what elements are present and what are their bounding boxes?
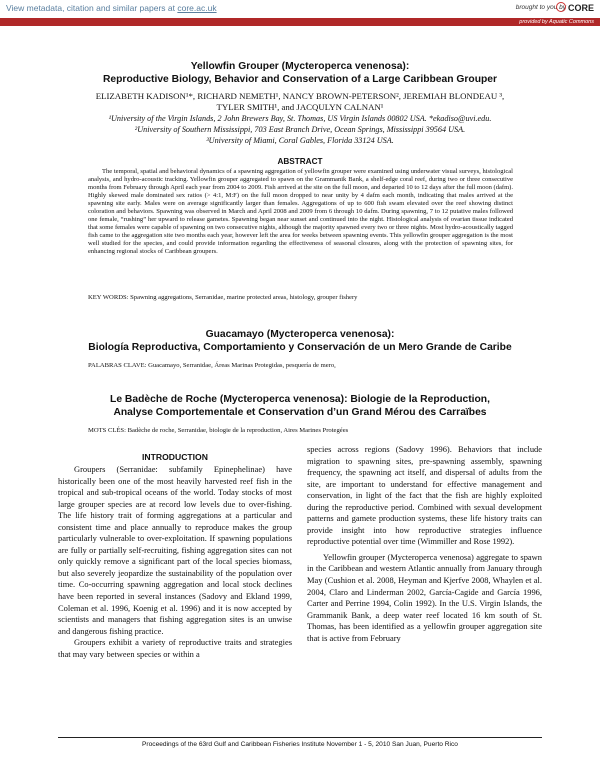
spanish-title-line1: Guacamayo (Mycteroperca venenosa): bbox=[205, 329, 395, 340]
french-keywords: MOTS CLÉS: Badèche de roche, Serranidae, biologie de la reproduction, Aires Marines Protegées bbox=[88, 427, 349, 434]
introduction-left-column bbox=[58, 464, 292, 660]
french-title-line2: Analyse Comportementale et Conservation d’un Grand Mérou des Carraïbes bbox=[113, 407, 487, 418]
core-domain-link[interactable]: core.ac.uk bbox=[177, 3, 217, 13]
french-title-line1: Le Badèche de Roche (Mycteroperca venenosa): Biologie de la Reproduction, bbox=[110, 394, 490, 405]
footer-rule bbox=[58, 737, 542, 738]
intro-paragraph-4: Yellowfin grouper (Mycteroperca venenosa) aggregate to spawn in the Caribbean and western Atlantic annually from January through May (Cushion et al. 2008, Heyman and Kjerfve 2008, Whaylen et al. 2004, Claro and Linderman 2002, García-Cagide and García 1996, Carter and Perrine 1994, Colin 1992). In the U.S. Virgin Islands, the Grammanik Bank, a deep water reef located 16 km south of St. Thomas, has been identified as a yellowfin grouper aggregation site that is active from February bbox=[307, 551, 542, 643]
abstract-text: The temporal, spatial and behavioral dynamics of a spawning aggregation of yellowfin grouper were examined using underwater visual surveys, histological analysis, and hydro-acoustic tracking. Yellowfin grouper aggregated to spawn on the Grammanik Bank, a shelf-edge coral reef, during two or three consecutive months from February through April each year from 2004 to 2009. Fish arrived at the site on the full moon, and departed 10 to 12 days after the full moon (dafm). Highly skewed male dominated sex ratios (> 4:1, M:F) on the full moon dropped to near unity by 4 dafm each month, indicating that males arrived at the spawning site early. Males were on average significantly larger than females. Aggregations of up to 600 fish swam elevated over the reef showing distinct coloration and behaviors. Spawning was observed in March and April 2008 and 2009 from 6 through 10 dafm. During spawning, 7 to 12 putative males followed one female, “rushing” her upward to release gametes. Spawning began near sunset and continued into the night. Histological analysis of ovarian tissue indicated that some females were capable of spawning on two consecutive nights, although the majority spawned every two or three nights. Most hydro-acoustically tagged fish came to the aggregation site two months each year, however left the area for weeks between spawning events. This yellowfin grouper aggregation is the most well studied for the species, and could provide information regarding the effectiveness of seasonal closures, along with the protection of spawning sites, for enhancing regional stocks of Caribbean groupers. bbox=[88, 168, 513, 255]
authors-line1: ELIZABETH KADISON¹*, RICHARD NEMETH¹, NANCY BROWN-PETERSON², JEREMIAH BLONDEAU ³, bbox=[95, 91, 505, 101]
affiliation-1: ¹University of the Virgin Islands, 2 John Brewers Bay, St. Thomas, US Virgin Islands 00802 USA. *ekadiso@uvi.edu. bbox=[108, 114, 492, 123]
spanish-keywords: PALABRAS CLAVE: Guacamayo, Serranidae, Áreas Marinas Protegidas, pesquería de mero, bbox=[88, 362, 336, 369]
core-banner bbox=[0, 0, 600, 26]
authors-line2: TYLER SMITH¹, and JACQULYN CALNAN¹ bbox=[216, 102, 384, 112]
abstract-heading: ABSTRACT bbox=[277, 157, 323, 166]
affiliation-3: ³University of Miami, Coral Gables, Florida 33124 USA. bbox=[206, 136, 394, 145]
intro-paragraph-1: Groupers (Serranidae: subfamily Epinephelinae) have historically been one of the most heavily harvested reef fish in the tropical and sub-tropical oceans of the world. Today stocks of most large grouper species are at record low levels due to over-fishing. The life history trait of forming aggregations at a particular and consistent time and place annually to reproduce makes the group particularly vulnerable to over-exploitation. If spawning populations are fully or partially self-recruiting, fishing aggregation sites can not only quickly remove a significant part of the local species biomass, but also severely jeopardize the sustainability of the population over time. Co-occurring spawning aggregation and local stock declines have been reported in several instances (Sadovy and Ekland 1999, Coleman et al. 1996, Koenig et al. 1996) and it is now accepted by scientists and managers that fishing aggregation sites is an unwise and dangerous fishing practice. bbox=[58, 464, 292, 636]
core-logo[interactable] bbox=[556, 2, 594, 13]
core-logo-icon bbox=[556, 2, 566, 12]
view-metadata-link[interactable] bbox=[6, 3, 217, 13]
brought-by-label: brought to you by bbox=[515, 4, 566, 11]
keywords: KEY WORDS: Spawning aggregations, Serranidae, marine protected areas, histology, grouper fishery bbox=[88, 294, 358, 301]
affiliation-2: ²University of Southern Mississippi, 703 East Branch Drive, Ocean Springs, Mississippi 39564 USA. bbox=[134, 125, 466, 134]
core-banner-stripe bbox=[0, 18, 600, 26]
introduction-right-column bbox=[307, 444, 542, 644]
core-logo-text: CORE bbox=[567, 3, 594, 13]
introduction-heading: INTRODUCTION bbox=[142, 452, 208, 462]
paper-title-line1: Yellowfin Grouper (Mycteroperca venenosa): bbox=[190, 61, 410, 72]
intro-paragraph-2: Groupers exhibit a variety of reproductive traits and strategies that may vary between species or within a bbox=[58, 637, 292, 659]
spanish-title-line2: Biología Reproductiva, Comportamiento y Conservación de un Mero Grande de Caribe bbox=[88, 342, 512, 353]
intro-paragraph-3: species across regions (Sadovy 1996). Behaviors that include migration to spawning sites, pre-spawning assembly, spawning frequency, the spawning act itself, and dispersal of adults from the site, are important to understand for effective management and conservation, in light of the fact that the fish are highly exploited during the reproductive period. Combined with sexual development patterns and gamete production systems, these life history traits can provide insight into how reproductive strategies influence reproductive potential over time (Wimmiller and Rose 1992). bbox=[307, 444, 542, 547]
paper-title-line2: Reproductive Biology, Behavior and Conservation of a Large Caribbean Grouper bbox=[102, 74, 498, 85]
view-metadata-link-text: View metadata, citation and similar papers at bbox=[6, 3, 178, 13]
author-list bbox=[40, 91, 560, 113]
page-footer: Proceedings of the 63rd Gulf and Caribbean Fisheries Institute November 1 - 5, 2010 San Juan, Puerto Rico bbox=[142, 741, 458, 748]
provided-by-label[interactable]: provided by Aquatic Commons bbox=[519, 19, 594, 25]
